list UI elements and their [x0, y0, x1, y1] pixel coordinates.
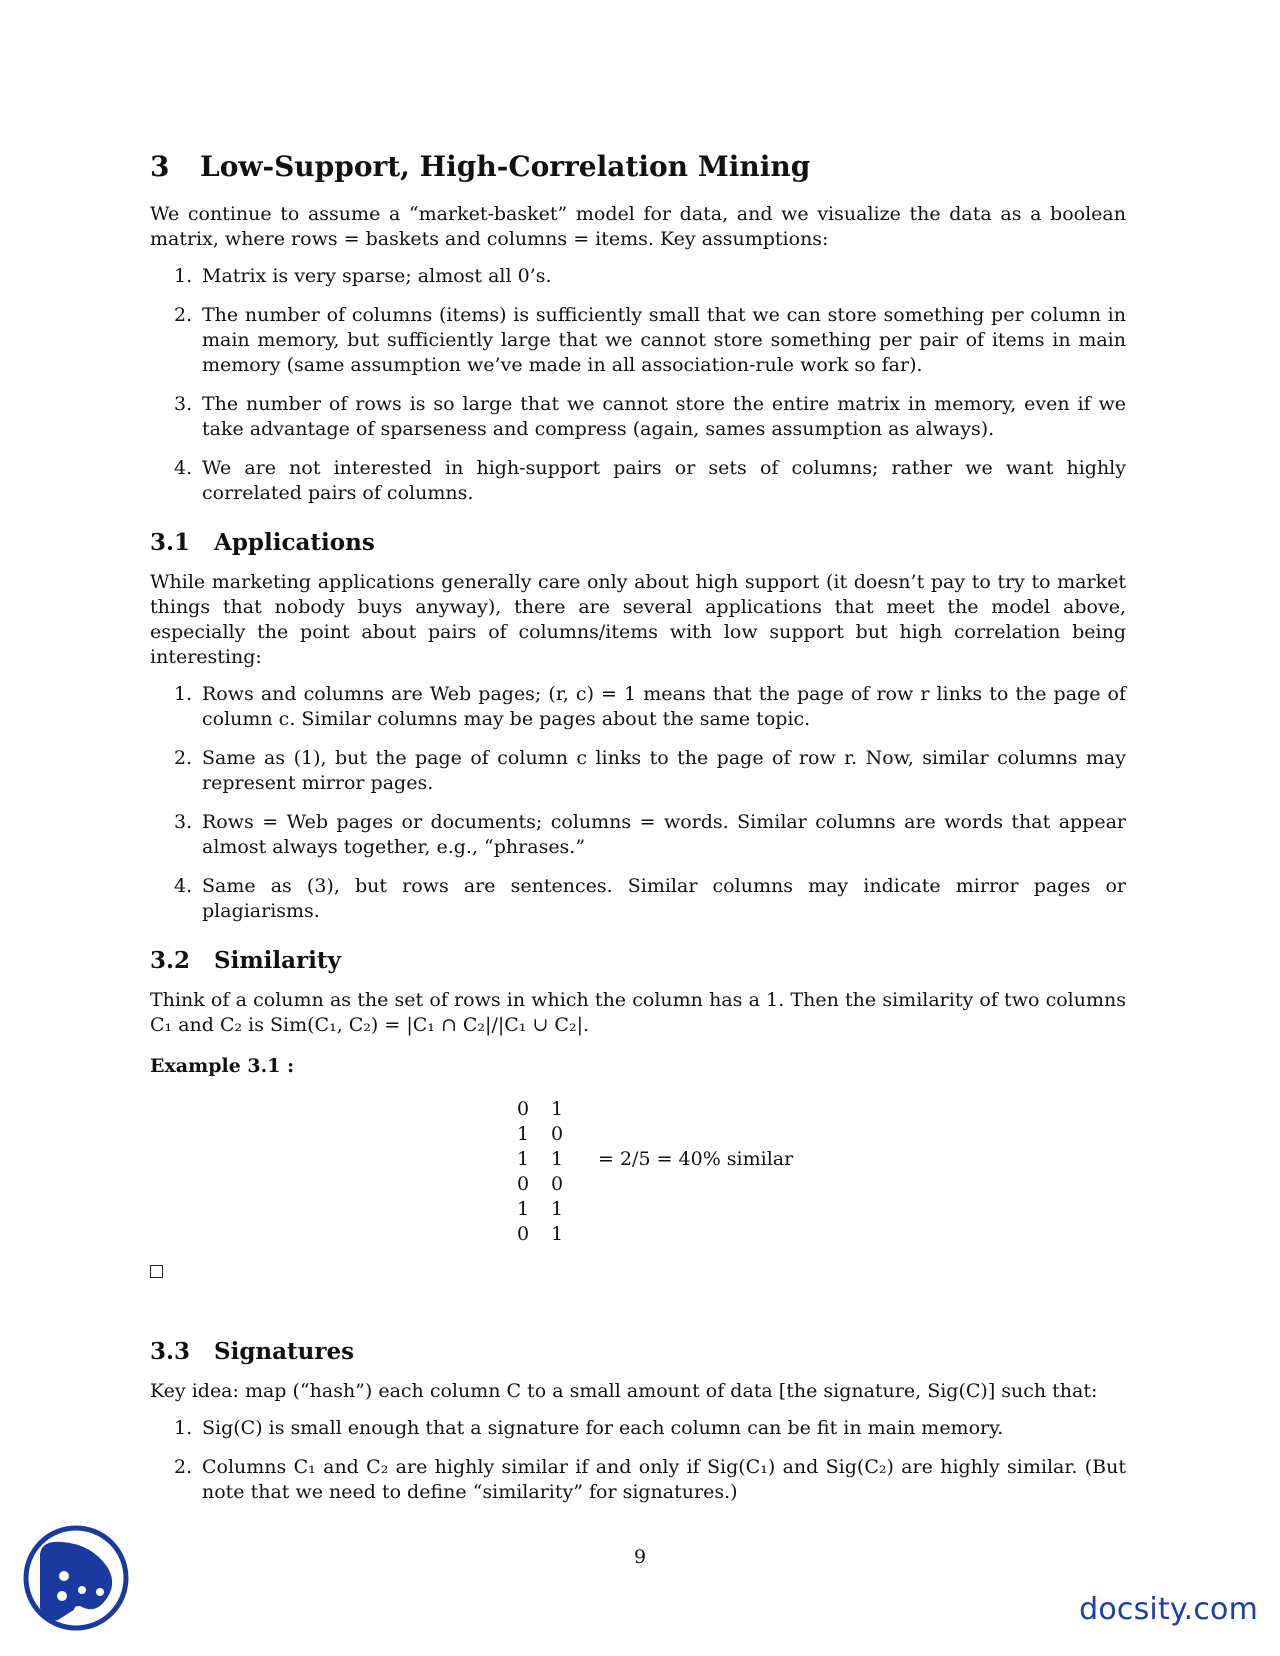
list-item: [150, 392, 1126, 442]
list-text: The number of rows is so large that we cannot store the entire matrix in memory, even if we take advantage of sparseness and compress (again, sames assumption as always).: [202, 393, 1126, 440]
section-heading-3-3: [150, 1337, 1126, 1367]
list-item: [150, 682, 1126, 732]
matrix-cell: 0: [550, 1123, 564, 1145]
similarity-definition: Think of a column as the set of rows in which the column has a 1. Then the similarity of two columns C₁ and C₂ is Sim(C₁, C₂) = |C₁ ∩ C₂|/|C₁ ∪ C₂|.: [150, 989, 1126, 1036]
list-item: [150, 264, 1126, 289]
example-label: Example 3.1 :: [150, 1055, 295, 1077]
list-number: 1.: [174, 1417, 193, 1439]
matrix-cell: 0: [516, 1173, 530, 1195]
matrix-row: [506, 1122, 574, 1147]
list-text: Rows = Web pages or documents; columns = words. Similar columns are words that appear almost always together, e.g., “phrases.”: [202, 811, 1126, 858]
docsity-logo-icon[interactable]: [22, 1524, 130, 1632]
end-of-example-icon: [150, 1265, 163, 1278]
list-number: 1.: [174, 683, 193, 705]
list-item: [150, 1455, 1126, 1505]
matrix-cell: 1: [516, 1148, 530, 1170]
list-number: 4.: [174, 875, 193, 897]
matrix-cell: 1: [550, 1148, 564, 1170]
section-heading-3-1: [150, 528, 1126, 558]
list-number: 1.: [174, 265, 193, 287]
page-number: 9: [633, 1546, 647, 1568]
section-number: 3.2: [150, 947, 191, 974]
assumptions-list: [150, 264, 1126, 506]
list-text: Rows and columns are Web pages; (r, c) = 1 means that the page of row r links to the page of column c. Similar columns may be pages about the same topic.: [202, 683, 1126, 730]
list-number: 2.: [174, 1456, 193, 1478]
list-number: 4.: [174, 457, 193, 479]
matrix-cell: 1: [516, 1123, 530, 1145]
section-title: Low-Support, High-Correlation Mining: [200, 150, 811, 183]
list-number: 3.: [174, 393, 193, 415]
list-item: [150, 1416, 1126, 1441]
section-number: 3: [150, 150, 170, 183]
list-number: 2.: [174, 304, 193, 326]
matrix-cell: 0: [516, 1223, 530, 1245]
matrix-cell: 1: [516, 1198, 530, 1220]
matrix-cell: 0: [516, 1098, 530, 1120]
list-item: [150, 456, 1126, 506]
section-title: Similarity: [214, 947, 341, 974]
matrix-cell: 1: [550, 1223, 564, 1245]
similarity-result: = 2/5 = 40% similar: [598, 1148, 794, 1170]
list-text: Matrix is very sparse; almost all 0’s.: [202, 265, 552, 287]
section-3-1-intro: While marketing applications generally care only about high support (it doesn’t pay to try to market things that nobody buys anyway), there are several applications that meet the model above, especially the point about pairs of columns/items with low support but high correlation being interesting:: [150, 571, 1126, 668]
list-number: 2.: [174, 747, 193, 769]
document-page: [150, 130, 1126, 1519]
boolean-matrix: [506, 1097, 574, 1247]
section-number: 3.1: [150, 529, 191, 556]
matrix-cell: 1: [550, 1098, 564, 1120]
section-3-intro: We continue to assume a “market-basket” model for data, and we visualize the data as a boolean matrix, where rows = baskets and columns = items. Key assumptions:: [150, 203, 1126, 250]
matrix-row: [506, 1172, 574, 1197]
docsity-brand-link[interactable]: docsity.com: [1079, 1592, 1258, 1627]
signatures-list: [150, 1416, 1126, 1505]
list-text: Columns C₁ and C₂ are highly similar if and only if Sig(C₁) and Sig(C₂) are highly similar. (But note that we need to define “similarity” for signatures.): [202, 1456, 1126, 1503]
section-heading-3: [150, 150, 1126, 184]
matrix-row: [506, 1097, 574, 1122]
list-item: [150, 303, 1126, 378]
example-matrix: [506, 1097, 1126, 1257]
list-number: 3.: [174, 811, 193, 833]
matrix-cell: 1: [550, 1198, 564, 1220]
matrix-cell: 0: [550, 1173, 564, 1195]
section-number: 3.3: [150, 1338, 191, 1365]
list-text: The number of columns (items) is sufficiently small that we can store something per column in main memory, but sufficiently large that we cannot store something per pair of items in main memory (same assumption we’ve made in all association-rule work so far).: [202, 304, 1126, 376]
section-title: Signatures: [214, 1338, 355, 1365]
list-item: [150, 810, 1126, 860]
list-text: Same as (3), but rows are sentences. Similar columns may indicate mirror pages or plagiarisms.: [202, 875, 1126, 922]
applications-list: [150, 682, 1126, 924]
section-heading-3-2: [150, 946, 1126, 976]
list-text: We are not interested in high-support pairs or sets of columns; rather we want highly correlated pairs of columns.: [202, 457, 1126, 504]
section-3-3-intro: Key idea: map (“hash”) each column C to a small amount of data [the signature, Sig(C)] such that:: [150, 1380, 1098, 1402]
matrix-row: [506, 1222, 574, 1247]
section-title: Applications: [214, 529, 375, 556]
list-item: [150, 874, 1126, 924]
list-text: Sig(C) is small enough that a signature for each column can be fit in main memory.: [202, 1417, 1004, 1439]
matrix-row: [506, 1197, 574, 1222]
list-text: Same as (1), but the page of column c links to the page of row r. Now, similar columns may represent mirror pages.: [202, 747, 1126, 794]
list-item: [150, 746, 1126, 796]
matrix-row: [506, 1147, 574, 1172]
